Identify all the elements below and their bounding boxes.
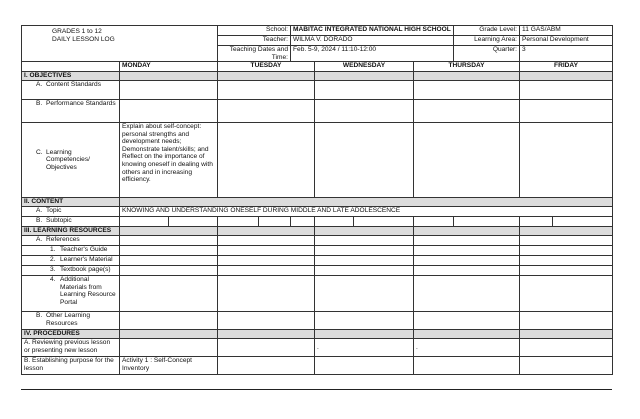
learning-competencies-num: C. (36, 148, 43, 156)
reviewing-thursday: . (414, 339, 520, 357)
day-thursday: THURSDAY (414, 62, 520, 72)
row-performance-standards (22, 100, 613, 123)
grades-cell (22, 26, 218, 62)
learners-material-num: 2. (50, 256, 56, 264)
day-header-blank (22, 62, 120, 72)
additional-materials-num: 4. (50, 276, 56, 284)
textbook-text: Textbook page(s) (60, 266, 111, 274)
section-procedures-label: IV. PROCEDURES (22, 330, 120, 339)
references-text: References (46, 236, 80, 244)
row-other-resources (22, 312, 613, 330)
row-reviewing (22, 339, 613, 357)
header-row-school (22, 26, 613, 36)
row-additional-materials (22, 276, 613, 312)
teachers-guide-num: 1. (50, 246, 56, 254)
grades-label: GRADES 1 to 12 (52, 28, 102, 35)
row-references (22, 236, 613, 246)
textbook-label (22, 266, 120, 276)
quarter-value: 3 (520, 46, 613, 62)
other-resources-num: B. (36, 312, 43, 320)
section-learning-resources-label: III. LEARNING RESOURCES (22, 227, 120, 236)
additional-materials-text: Additional Materials from Learning Resource Portal (60, 276, 116, 306)
section-objectives-label: I. OBJECTIVES (22, 72, 120, 81)
dates-value: Feb. 5-9, 2024 / 11:10-12:00 (291, 46, 454, 62)
grade-level-value: 11 GAS/ABM (520, 26, 613, 36)
learners-material-label (22, 256, 120, 266)
purpose-monday: Activity 1 : Self-Concept Inventory (120, 357, 218, 375)
learning-competencies-text: Learning Competencies/ Objectives (46, 148, 90, 171)
school-value: MABITAC INTEGRATED NATIONAL HIGH SCHOOL (291, 26, 454, 36)
subtopic-num: B. (36, 217, 43, 225)
log-title: DAILY LESSON LOG (52, 35, 115, 43)
reviewing-label: A. Reviewing previous lesson or presenting new lesson (22, 339, 120, 357)
other-resources-label (22, 312, 120, 330)
learners-material-text: Learner's Material (60, 256, 113, 264)
learning-area-value: Personal Development (520, 36, 613, 46)
teachers-guide-label (22, 246, 120, 256)
lesson-log-table (21, 25, 613, 375)
topic-num: A. (36, 207, 43, 215)
section-content-label: II. CONTENT (22, 198, 120, 207)
monday-objective: Explain about self-concept: personal strengths and development needs; Demonstrate talent/skills; and Reflect on the importance of knowing oneself in dealing with others and in increasing efficiency. (120, 123, 218, 198)
grade-level-label: Grade Level: (454, 26, 520, 36)
row-topic (22, 207, 613, 217)
school-label: School: (218, 26, 291, 36)
teachers-guide-text: Teacher's Guide (60, 246, 108, 254)
row-subtopic (22, 217, 613, 227)
row-learning-competencies (22, 123, 613, 198)
textbook-num: 3. (50, 266, 56, 274)
section-procedures (22, 330, 613, 339)
topic-value: KNOWING AND UNDERSTANDING ONESELF DURING MIDDLE AND LATE ADOLESCENCE (120, 207, 613, 217)
learning-competencies-label (22, 123, 120, 198)
content-standards-num: A. (36, 81, 43, 89)
topic-label (22, 207, 120, 217)
bottom-rule (21, 389, 612, 390)
performance-standards-label (22, 100, 120, 123)
row-teachers-guide (22, 246, 613, 256)
teacher-value: WILMA V. DORADO (291, 36, 454, 46)
purpose-label: B. Establishing purpose for the lesson (22, 357, 120, 375)
topic-text: Topic (46, 207, 62, 215)
quarter-label: Quarter: (454, 46, 520, 62)
subtopic-text: Subtopic (46, 217, 72, 225)
learning-area-label: Learning Area: (454, 36, 520, 46)
content-standards-label (22, 81, 120, 100)
performance-standards-num: B. (36, 100, 43, 108)
row-learners-material (22, 256, 613, 266)
references-num: A. (36, 236, 43, 244)
dates-label: Teaching Dates and Time: (218, 46, 291, 62)
reviewing-wednesday: . (315, 339, 414, 357)
day-wednesday: WEDNESDAY (315, 62, 414, 72)
row-content-standards (22, 81, 613, 100)
day-header-row (22, 62, 613, 72)
references-label (22, 236, 120, 246)
other-resources-text: Other Learning Resources (46, 312, 90, 327)
row-textbook (22, 266, 613, 276)
teacher-label: Teacher: (218, 36, 291, 46)
performance-standards-text: Performance Standards (46, 100, 116, 108)
section-learning-resources (22, 227, 613, 236)
additional-materials-label (22, 276, 120, 312)
section-objectives (22, 72, 613, 81)
subtopic-label (22, 217, 120, 227)
section-content (22, 198, 613, 207)
day-friday: FRIDAY (520, 62, 613, 72)
row-purpose (22, 357, 613, 375)
content-standards-text: Content Standards (46, 81, 101, 89)
day-tuesday: TUESDAY (218, 62, 315, 72)
day-monday: MONDAY (120, 62, 218, 72)
